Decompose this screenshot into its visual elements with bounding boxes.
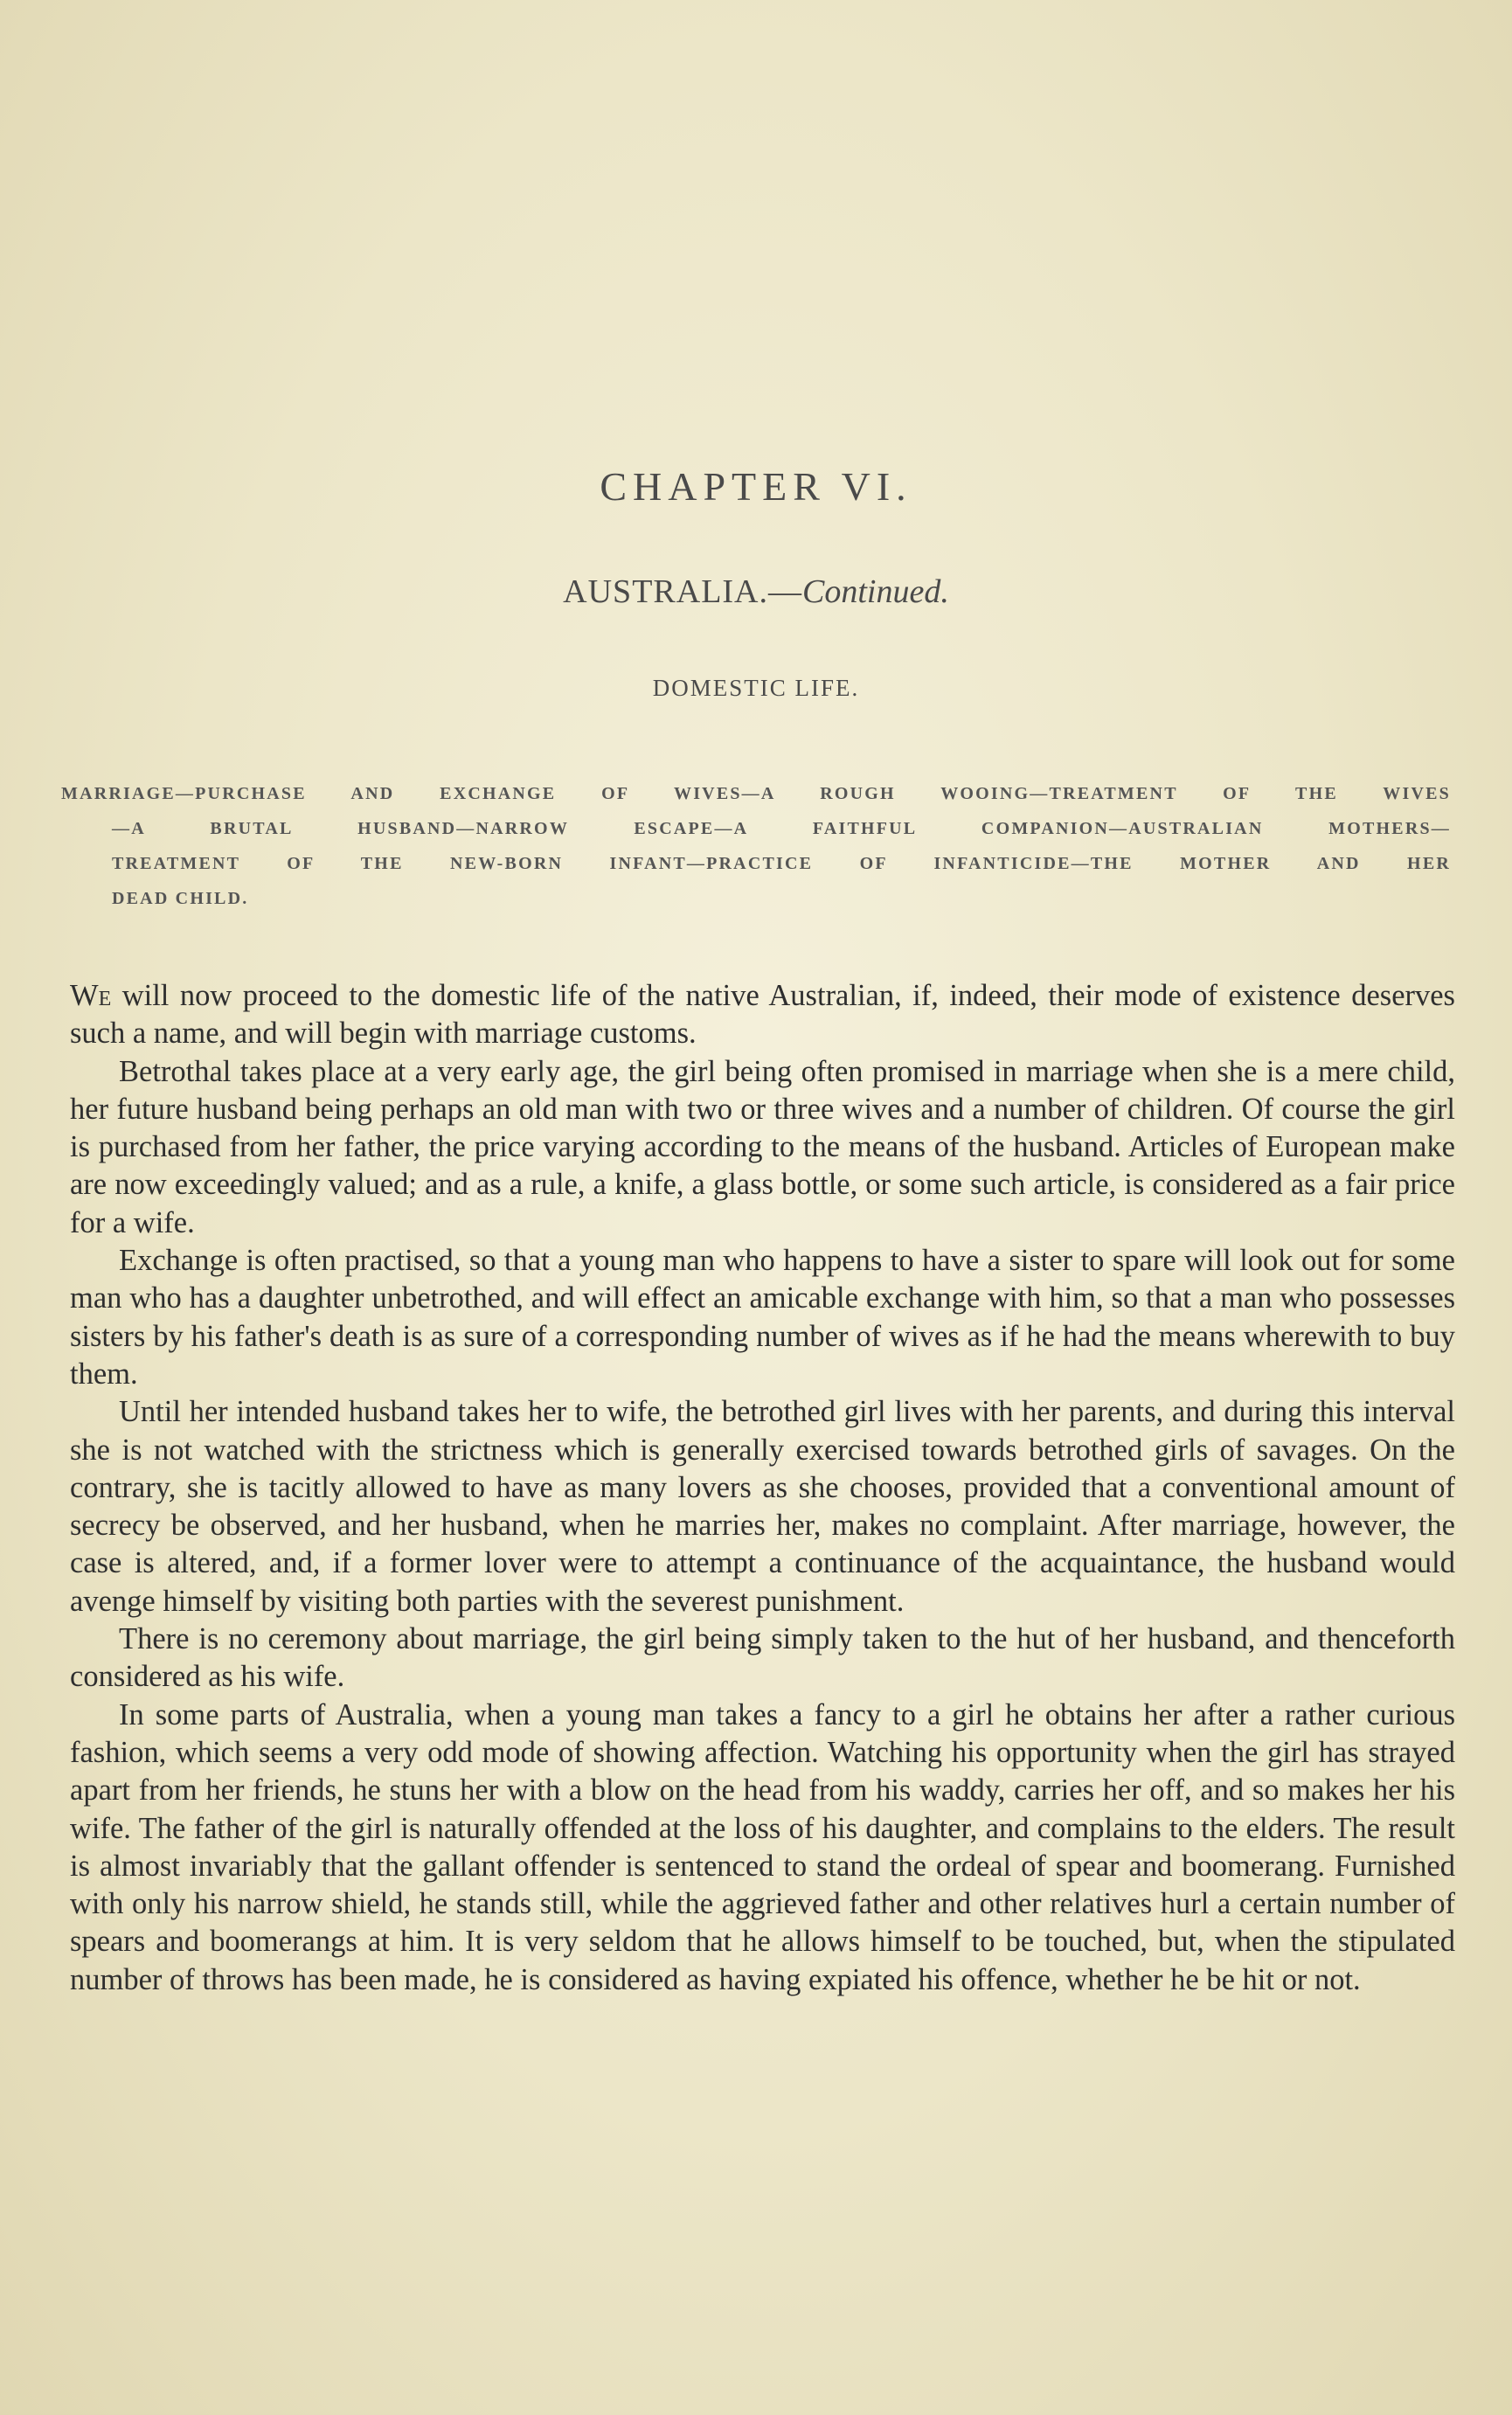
- chapter-synopsis: [61, 776, 1451, 916]
- chapter-subtitle: [0, 573, 1512, 611]
- drop-word: We: [70, 979, 112, 1012]
- synopsis-line: MARRIAGE—PURCHASE AND EXCHANGE OF WIVES—A ROUGH WOOING—TREATMENT OF THE WIVES: [61, 784, 1451, 803]
- synopsis-line: DEAD CHILD.: [112, 889, 249, 908]
- synopsis-line: —A BRUTAL HUSBAND—NARROW ESCAPE—A FAITHFUL COMPANION—AUSTRALIAN MOTHERS—: [112, 819, 1451, 838]
- paragraph: Exchange is often practised, so that a young man who happens to have a sister to spare will look out for some man who has a daughter unbetrothed, and will effect an amicable exchange with him, so that a man who possesses sisters by his father's death is as sure of a corresponding number of wives as if he had the means wherewith to buy them.: [70, 1244, 1455, 1391]
- subtitle-main: AUSTRALIA.—: [563, 573, 802, 610]
- paragraph: [70, 977, 1455, 1053]
- section-heading: DOMESTIC LIFE.: [652, 675, 860, 701]
- chapter-title: CHAPTER VI.: [600, 464, 912, 509]
- paragraph: Until her intended husband takes her to wife, the betrothed girl lives with her parents, and during this interval she is not watched with the strictness which is generally exercised towards betrothed girls of savages. On the contrary, she is tacitly allowed to have as many lovers as she chooses, provided that a conventional amount of secrecy be observed, and her husband, when he marries her, makes no complaint. After marriage, however, the case is altered, and, if a former lover were to attempt a continuance of the acquaintance, the husband would avenge himself by visiting both parties with the severest punishment.: [70, 1395, 1455, 1618]
- paragraph: Betrothal takes place at a very early age, the girl being often promised in marriage when she is a mere child, her future husband being perhaps an old man with two or three wives and a number of children. Of course the girl is purchased from her father, the price varying according to the means of the husband. Articles of European make are now exceedingly valued; and as a rule, a knife, a glass bottle, or some such article, is considered as a fair price for a wife.: [70, 1054, 1455, 1239]
- paragraph: In some parts of Australia, when a young man takes a fancy to a girl he obtains her after a rather curious fashion, which seems a very odd mode of showing affection. Watching his opportunity when the girl has strayed apart from her friends, he stuns her with a blow on the head from his waddy, carries her off, and so makes her his wife. The father of the girl is naturally offended at the loss of his daughter, and complains to the elders. The result is almost invariably that the gallant offender is sentenced to stand the ordeal of spear and boomerang. Furnished with only his narrow shield, he stands still, while the aggrieved father and other relatives hurl a certain number of spears and boomerangs at him. It is very seldom that he allows himself to be touched, but, when the stipulated number of throws has been made, he is considered as having expiated his offence, whether he be hit or not.: [70, 1697, 1455, 1996]
- paragraph: There is no ceremony about marriage, the girl being simply taken to the hut of her husband, and thenceforth considered as his wife.: [70, 1622, 1455, 1694]
- subtitle-continued: Continued.: [802, 573, 949, 610]
- paragraph-text: will now proceed to the domestic life of the native Australian, if, indeed, their mode of existence deserves such a name, and will begin with marriage customs.: [70, 979, 1455, 1051]
- synopsis-line: TREATMENT OF THE NEW-BORN INFANT—PRACTICE OF INFANTICIDE—THE MOTHER AND HER: [112, 854, 1451, 873]
- body-text: [70, 977, 1455, 1999]
